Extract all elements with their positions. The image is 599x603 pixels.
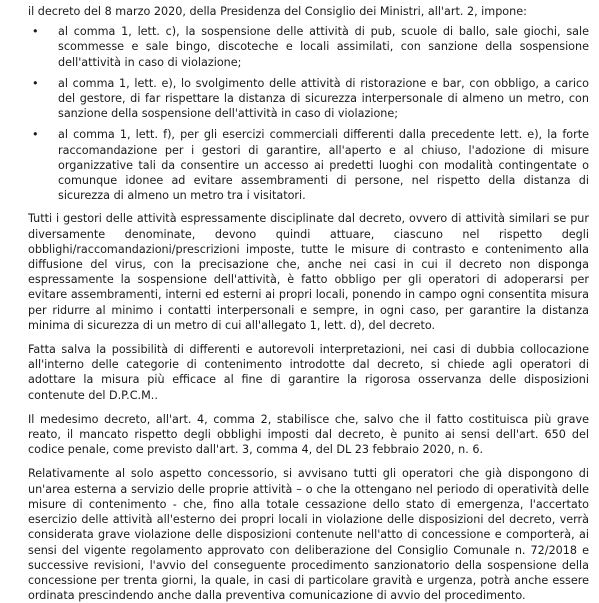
list-item <box>28 76 589 122</box>
list-item-text: al comma 1, lett. e), lo svolgimento delle attività di ristorazione e bar, con obbligo, a carico del gestore, di far rispettare la distanza di sicurezza interpersonale di almeno un metro, con sanzione della sospensione dell'attività in caso di violazione; <box>58 76 589 121</box>
intro-text: il decreto del 8 marzo 2020, della Presidenza del Consiglio dei Ministri, all'art. 2, impone: <box>28 5 527 18</box>
paragraph-concessions: Relativamente al solo aspetto concessorio, si avvisano tutti gli operatori che già dispongono di un'area esterna a servizio delle proprie attività – o che la ottengano nel periodo di operatività delle misure di contenimento - che, fino alla totale cessazione dello stato di emergenza, l'accertato esercizio delle attività all'esterno dei propri locali in violazione delle disposizioni del decreto, verrà considerata grave violazione delle disposizioni contenute nell'atto di concessione e comporterà, ai sensi del vigente regolamento approvato con deliberazione del Consiglio Comunale n. 72/2018 e successive revisioni, l'avvio del conseguente procedimento sanzionatorio della sospensione della concessione per trenta giorni, la quale, in casi di particolare gravità e urgenza, potrà anche essere ordinata prescindendo anche dalla preventiva comunicazione di avvio del procedimento. <box>28 467 589 603</box>
list-item-text: al comma 1, lett. c), la sospensione delle attività di pub, scuole di ballo, sale giochi, sale scommesse e sale bingo, discoteche e locali assimilati, con sanzione della sospensione dell'attività in caso di violazione; <box>58 25 589 69</box>
list-item <box>28 127 589 203</box>
paragraph-sanctions: Il medesimo decreto, all'art. 4, comma 2, stabilisce che, salvo che il fatto costituisca più grave reato, il mancato rispetto degli obblighi imposti dal decreto, è punito ai sensi dell'art. 650 del codice penale, come previsto dall'art. 3, comma 4, del DL 23 febbraio 2020, n. 6. <box>28 412 589 457</box>
list-item-text: al comma 1, lett. f), per gli esercizi commerciali differenti dalla precedente lett. e), la forte raccomandazione per i gestori di garantire, all'aperto e al chiuso, l'adozione di misure organizzative tali da consentire un accesso ai predetti luoghi con modalità contingentate o comunque idonee ad evitare assembramenti di persone, nel rispetto della distanza di sicurezza di almeno un metro tra i visitatori. <box>58 128 589 203</box>
bullet-icon: • <box>32 76 39 90</box>
bullet-icon: • <box>32 128 39 142</box>
paragraph-interpretation: Fatta salva la possibilità di differenti e autorevoli interpretazioni, nei casi di dubbia collocazione all'interno delle categorie di contenimento introdotte dal decreto, si chiede agli operatori di adottare la misura più efficace al fine di garantire la rigorosa osservanza delle disposizioni contenute del D.P.C.M.. <box>28 343 589 402</box>
list-item <box>28 24 589 70</box>
decree-measures-list <box>28 24 589 203</box>
paragraph-operators-obligations: Tutti i gestori delle attività espressamente disciplinate dal decreto, ovvero di attività similari se pur diversamente denominate, devono quindi attuare, ciascuno nel rispetto degli obblighi/raccomandazioni/prescrizioni imposte, tutte le misure di contrasto e contenimento alla diffusione del virus, con la precisazione che, anche nei casi in cui il decreto non disponga espressamente la sospensione dell'attività, è fatto obbligo per gli operatori di adoperarsi per evitare assembramenti, interni ed esterni ai propri locali, ponendo in campo ogni consentita misura per ridurre al minimo i contatti interpersonali e sempre, in ogni caso, per garantire la distanza minima di sicurezza di un metro di cui all'allegato 1, lett. d), del decreto. <box>28 212 589 332</box>
document-body <box>28 4 589 603</box>
bullet-icon: • <box>32 25 39 39</box>
